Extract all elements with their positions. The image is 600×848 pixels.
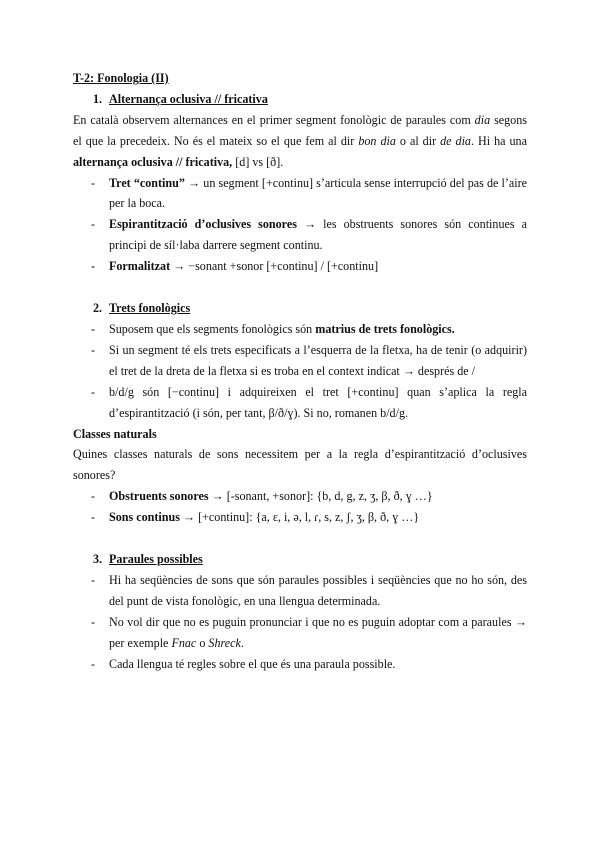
list-item-text: → −sonant +sonor [+continu] / [+continu] <box>170 259 379 274</box>
spacer <box>73 277 527 298</box>
list-item-text: . <box>240 635 244 650</box>
example-shreck: Shreck <box>208 635 241 650</box>
section-2-number: 2. <box>93 301 103 316</box>
list-item <box>73 654 527 675</box>
intro-text: segons el que la precedeix. No és el mateix so el que fem al dir <box>73 112 527 148</box>
list-item-text: Si un segment té els trets especificats a l’esquerra de la fletxa, ha de tenir (o adquirir) el tret de la dreta de la fletxa si es troba en el context indicat → després de / <box>109 342 527 378</box>
example-fnac: Fnac <box>171 635 197 650</box>
list-item-text: → [+continu]: {a, ɛ, i, ə, l, ɾ, s, z, ʃ, ʒ, β, ð, ɣ …} <box>179 510 420 525</box>
intro-key-term: alternança oclusiva // fricativa, <box>73 154 233 169</box>
classes-heading: Classes naturals <box>73 426 157 441</box>
list-item-term: Tret “continu” <box>109 175 185 190</box>
list-item-text: No vol dir que no es puguin pronunciar i que no es puguin adoptar com a paraules → per exemple <box>109 614 527 650</box>
list-item-term: matrius de trets fonològics. <box>315 321 455 336</box>
intro-example-bon-dia: bon dia <box>358 133 396 148</box>
section-1-list <box>73 173 527 278</box>
list-item <box>73 340 527 382</box>
list-item-term: Sons continus <box>109 510 180 525</box>
section-3-heading <box>93 549 527 570</box>
intro-example-de-dia: de dia <box>440 133 471 148</box>
document-title: T-2: Fonologia (II) <box>73 71 169 85</box>
section-1-heading <box>93 89 527 110</box>
classes-list <box>73 486 527 528</box>
section-3-title: Paraules possibles <box>109 552 203 567</box>
section-3-number: 3. <box>93 552 103 567</box>
classes-question: Quines classes naturals de sons necessitem per a la regla d’espirantització d’oclusives sonores? <box>73 447 527 483</box>
list-item-term: Obstruents sonores <box>109 489 209 504</box>
list-item-text: o <box>196 635 209 650</box>
section-2-list <box>73 319 527 424</box>
list-item-text: → [-sonant, +sonor]: {b, d, g, z, ʒ, β, ð, ɣ …} <box>208 489 433 504</box>
intro-example-dia: dia <box>474 112 491 127</box>
list-item <box>73 507 527 528</box>
list-item <box>73 214 527 256</box>
list-item <box>73 486 527 507</box>
section-2-heading <box>93 298 527 319</box>
section-1-number: 1. <box>93 91 103 106</box>
section-2-title: Trets fonològics <box>109 301 191 316</box>
intro-text: . Hi ha una <box>470 133 527 148</box>
section-3-list <box>73 570 527 675</box>
list-item <box>73 382 527 424</box>
section-1-intro <box>73 110 527 173</box>
list-item-text: → un segment [+continu] s’articula sense interrupció del pas de l’aire per la boca. <box>109 175 528 211</box>
list-item-text: Cada llengua té regles sobre el que és una paraula possible. <box>109 656 396 671</box>
document-content <box>73 68 527 674</box>
list-item <box>73 256 527 277</box>
list-item <box>73 173 527 215</box>
list-item-text: → les obstruents sonores són continues a principi de síl·laba darrere segment continu. <box>109 217 527 253</box>
list-item <box>73 612 527 654</box>
spacer <box>73 528 527 549</box>
list-item <box>73 319 527 340</box>
list-item-term: Espirantització d’oclusives sonores <box>109 217 297 232</box>
intro-text: [d] vs [ð]. <box>232 154 284 169</box>
intro-text: En català observem alternances en el primer segment fonològic de paraules com <box>73 112 475 127</box>
list-item-text: Hi ha seqüències de sons que són paraules possibles i seqüències que no ho són, des del punt de vista fonològic, en una llengua determinada. <box>109 572 527 608</box>
list-item <box>73 570 527 612</box>
intro-text: o al dir <box>395 133 441 148</box>
list-item-text: Suposem que els segments fonològics són <box>109 321 316 336</box>
list-item-term: Formalitzat <box>109 259 171 274</box>
section-1-title: Alternança oclusiva // fricativa <box>109 91 268 106</box>
list-item-text: b/d/g són [−continu] i adquireixen el tret [+continu] quan s’aplica la regla d’espirantització (i són, per tant, β/ð/ɣ). Si no, romanen b/d/g. <box>109 384 527 420</box>
